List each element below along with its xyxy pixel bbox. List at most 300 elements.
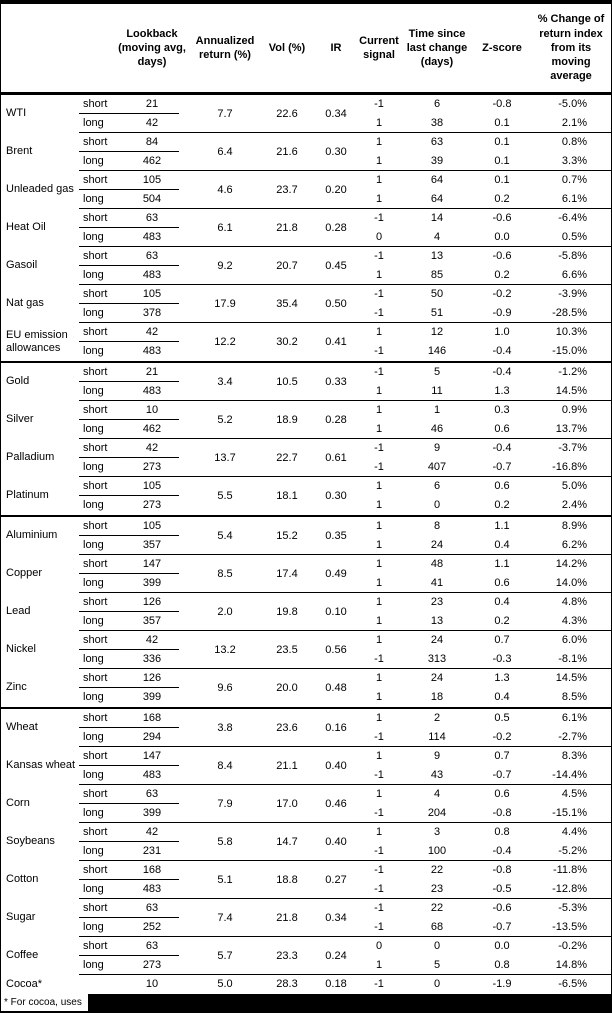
z-score-value: 1.0: [494, 326, 510, 338]
annualized-return-value: 6.1: [217, 221, 233, 234]
current-signal-value: -1: [374, 883, 384, 895]
lookback-value: 21: [145, 98, 159, 110]
time-since-change-value: 41: [430, 577, 444, 589]
lookback-value: 105: [142, 520, 162, 532]
commodity-name: Unleaded gas: [6, 183, 74, 196]
leg-label: long: [83, 807, 104, 819]
current-signal-value: 0: [375, 231, 383, 243]
commodity-block: [1, 747, 611, 785]
lookback-value: 336: [142, 653, 162, 665]
time-since-change-value: 13: [430, 250, 444, 262]
leg-label: short: [83, 288, 108, 300]
time-since-change-value: 24: [430, 539, 444, 551]
z-score-value: -0.7: [492, 769, 512, 781]
leg-label: short: [83, 864, 108, 876]
current-signal-value: -1: [374, 921, 384, 933]
commodity-block: [1, 899, 611, 937]
ir-value: 0.40: [325, 835, 347, 848]
vol-value: 22.7: [276, 451, 298, 464]
time-since-change-value: 313: [427, 653, 447, 665]
vol-value: 21.8: [276, 221, 298, 234]
pct-change-value: 14.0%: [555, 577, 587, 589]
pct-change-value: -8.1%: [558, 653, 587, 665]
vol-value: 18.8: [276, 873, 298, 886]
commodity-block: [1, 171, 611, 209]
current-signal-value: 1: [375, 539, 383, 551]
z-score-value: -0.4: [492, 366, 512, 378]
lookback-value: 147: [142, 750, 162, 762]
lookback-value: 105: [142, 174, 162, 186]
z-score-value: 0.2: [494, 615, 510, 627]
pct-change-value: 14.2%: [555, 558, 587, 570]
z-score-value: -0.9: [492, 307, 512, 319]
short-long-divider: [79, 649, 179, 650]
time-since-change-value: 18: [430, 691, 444, 703]
time-since-change-value: 38: [430, 117, 444, 129]
z-score-value: 0.4: [494, 691, 510, 703]
time-since-change-value: 5: [433, 959, 441, 971]
commodity-block: [1, 785, 611, 823]
current-signal-value: -1: [374, 307, 384, 319]
annualized-return-value: 12.2: [214, 335, 236, 348]
pct-change-value: 4.5%: [561, 788, 587, 800]
pct-change-value: -3.9%: [558, 288, 587, 300]
lookback-value: 168: [142, 712, 162, 724]
z-score-value: 1.3: [494, 385, 510, 397]
commodity-name: Wheat: [6, 721, 38, 734]
leg-label: long: [83, 653, 104, 665]
current-signal-value: 1: [375, 712, 383, 724]
pct-change-value: 4.4%: [561, 826, 587, 838]
z-score-value: 0.2: [494, 269, 510, 281]
leg-label: short: [83, 672, 108, 684]
commodity-name: Brent: [6, 145, 33, 158]
commodity-name: Nickel: [6, 643, 36, 656]
commodity-block: [1, 709, 611, 747]
commodity-name: Coffee: [6, 949, 39, 962]
vol-value: 28.3: [276, 978, 298, 990]
annualized-return-value: 9.2: [217, 259, 233, 272]
pct-change-value: -5.3%: [558, 902, 587, 914]
pct-change-value: 0.5%: [561, 231, 587, 243]
leg-label: short: [83, 326, 108, 338]
time-since-change-value: 64: [430, 174, 444, 186]
time-since-change-value: 4: [433, 231, 441, 243]
leg-label: short: [83, 826, 108, 838]
col-header-ir: IR: [330, 41, 342, 54]
current-signal-value: 1: [375, 423, 383, 435]
z-score-value: -0.6: [492, 212, 512, 224]
annualized-return-value: 5.2: [217, 413, 233, 426]
current-signal-value: 1: [375, 634, 383, 646]
current-signal-value: 1: [375, 136, 383, 148]
short-long-divider: [79, 303, 179, 304]
section-precious-metals: [1, 363, 611, 517]
short-long-divider: [79, 687, 179, 688]
commodity-name: Cotton: [6, 873, 39, 886]
current-signal-value: -1: [374, 461, 384, 473]
time-since-change-value: 24: [430, 672, 444, 684]
z-score-value: -0.8: [492, 98, 512, 110]
z-score-value: 1.3: [494, 672, 510, 684]
z-score-value: -0.5: [492, 883, 512, 895]
lookback-value: 483: [142, 231, 162, 243]
z-score-value: 0.6: [494, 788, 510, 800]
time-since-change-value: 1: [433, 404, 441, 416]
commodity-name: Gold: [6, 375, 30, 388]
time-since-change-value: 3: [433, 826, 441, 838]
lookback-value: 483: [142, 883, 162, 895]
ir-value: 0.27: [325, 873, 347, 886]
pct-change-value: -11.8%: [552, 864, 587, 876]
pct-change-value: 14.5%: [555, 385, 587, 397]
ir-value: 0.48: [325, 681, 347, 694]
time-since-change-value: 0: [433, 499, 441, 511]
z-score-value: 0.5: [494, 712, 510, 724]
vol-value: 35.4: [276, 297, 298, 310]
vol-value: 14.7: [276, 835, 298, 848]
vol-value: 17.4: [276, 567, 298, 580]
current-signal-value: -1: [374, 978, 384, 990]
ir-value: 0.34: [325, 107, 347, 120]
leg-label: short: [83, 480, 108, 492]
time-since-change-value: 2: [433, 712, 441, 724]
pct-change-value: -6.4%: [558, 212, 587, 224]
pct-change-value: 2.4%: [561, 499, 587, 511]
commodity-block: [1, 247, 611, 285]
leg-label: long: [83, 615, 104, 627]
lookback-value: 504: [142, 193, 162, 205]
lookback-value: 84: [145, 136, 159, 148]
time-since-change-value: 4: [433, 788, 441, 800]
vol-value: 17.0: [276, 797, 298, 810]
lookback-value: 42: [145, 117, 159, 129]
current-signal-value: -1: [374, 366, 384, 378]
time-since-change-value: 68: [430, 921, 444, 933]
z-score-value: -0.4: [492, 345, 512, 357]
time-since-change-value: 6: [433, 480, 441, 492]
lookback-value: 483: [142, 769, 162, 781]
pct-change-value: 6.2%: [561, 539, 587, 551]
short-long-divider: [79, 535, 179, 536]
short-long-divider: [79, 841, 179, 842]
pct-change-value: 13.7%: [555, 423, 587, 435]
section-energy: [1, 95, 611, 363]
time-since-change-value: 23: [430, 883, 444, 895]
current-signal-value: -1: [374, 731, 384, 743]
lookback-value: 63: [145, 250, 159, 262]
pct-change-value: -28.5%: [552, 307, 587, 319]
ir-value: 0.34: [325, 911, 347, 924]
commodity-name: Sugar: [6, 911, 36, 924]
lookback-value: 126: [142, 596, 162, 608]
time-since-change-value: 204: [427, 807, 447, 819]
current-signal-value: -1: [374, 807, 384, 819]
pct-change-value: -14.4%: [552, 769, 587, 781]
commodity-name: Gasoil: [6, 259, 38, 272]
vol-value: 21.8: [276, 911, 298, 924]
leg-label: short: [83, 98, 108, 110]
commodity-block: [1, 477, 611, 515]
ir-value: 0.45: [325, 259, 347, 272]
commodity-name: Kansas wheat: [6, 759, 76, 772]
leg-label: short: [83, 442, 108, 454]
annualized-return-value: 13.7: [214, 451, 236, 464]
annualized-return-value: 17.9: [214, 297, 236, 310]
lookback-value: 63: [145, 940, 159, 952]
lookback-value: 63: [145, 902, 159, 914]
leg-label: long: [83, 539, 104, 551]
short-long-divider: [79, 151, 179, 152]
commodity-block: [1, 517, 611, 555]
leg-label: [79, 975, 113, 994]
col-header-z-score: Z-score: [482, 41, 522, 54]
short-long-divider: [79, 381, 179, 382]
time-since-change-value: 8: [433, 520, 441, 532]
time-since-change-value: 114: [428, 731, 446, 743]
lookback-value: 357: [142, 615, 162, 627]
ir-value: 0.28: [325, 413, 347, 426]
z-score-value: 0.7: [494, 750, 510, 762]
z-score-value: -0.6: [492, 250, 512, 262]
z-score-value: -0.2: [492, 731, 512, 743]
ir-value: 0.18: [325, 978, 347, 990]
pct-change-value: 0.9%: [561, 404, 587, 416]
z-score-value: 0.7: [494, 634, 510, 646]
pct-change-value: 8.5%: [561, 691, 587, 703]
annualized-return-value: 7.9: [217, 797, 233, 810]
table-body: [1, 95, 611, 994]
time-since-change-value: 63: [430, 136, 444, 148]
leg-label: short: [83, 940, 108, 952]
time-since-change-value: 9: [433, 442, 441, 454]
z-score-value: -0.4: [492, 845, 512, 857]
commodity-block: [1, 555, 611, 593]
vol-value: 15.2: [276, 529, 298, 542]
pct-change-value: -2.7%: [558, 731, 587, 743]
current-signal-value: -1: [374, 902, 384, 914]
annualized-return-value: 3.8: [217, 721, 233, 734]
leg-label: long: [83, 461, 104, 473]
pct-change-value: 4.3%: [561, 615, 587, 627]
lookback-value: 252: [142, 921, 162, 933]
vol-value: 20.0: [276, 681, 298, 694]
pct-change-value: 2.1%: [561, 117, 587, 129]
commodity-block: [1, 323, 611, 361]
annualized-return-value: 7.4: [217, 911, 233, 924]
time-since-change-value: 46: [430, 423, 444, 435]
leg-label: short: [83, 788, 108, 800]
leg-label: short: [83, 404, 108, 416]
ir-value: 0.24: [325, 949, 347, 962]
current-signal-value: 1: [375, 404, 383, 416]
z-score-value: -0.7: [492, 921, 512, 933]
short-long-divider: [79, 765, 179, 766]
ir-value: 0.10: [325, 605, 347, 618]
vol-value: 23.3: [276, 949, 298, 962]
short-long-divider: [79, 189, 179, 190]
current-signal-value: 1: [375, 672, 383, 684]
lookback-value: 294: [142, 731, 162, 743]
lookback-value: 105: [142, 288, 162, 300]
lookback-value: 63: [145, 212, 159, 224]
annualized-return-value: 4.6: [217, 183, 233, 196]
current-signal-value: 1: [375, 750, 383, 762]
vol-value: 20.7: [276, 259, 298, 272]
short-long-divider: [79, 457, 179, 458]
z-score-value: 0.1: [494, 136, 510, 148]
leg-label: short: [83, 212, 108, 224]
lookback-value: 483: [142, 345, 162, 357]
z-score-value: 0.8: [494, 826, 510, 838]
pct-change-value: 10.3%: [555, 326, 587, 338]
time-since-change-value: 11: [431, 385, 443, 397]
vol-value: 22.6: [276, 107, 298, 120]
current-signal-value: 1: [375, 385, 383, 397]
lookback-value: 399: [142, 691, 162, 703]
z-score-value: 0.6: [494, 577, 510, 589]
footer-redaction-bar: [1, 994, 611, 1013]
commodity-name: Lead: [6, 605, 31, 618]
annualized-return-value: 5.8: [217, 835, 233, 848]
ir-value: 0.30: [325, 145, 347, 158]
leg-label: long: [83, 193, 104, 205]
leg-label: short: [83, 366, 108, 378]
vol-value: 23.6: [276, 721, 298, 734]
lookback-value: 42: [145, 634, 159, 646]
annualized-return-value: 9.6: [217, 681, 233, 694]
ir-value: 0.61: [325, 451, 347, 464]
z-score-value: -0.8: [492, 864, 512, 876]
time-since-change-value: 50: [430, 288, 444, 300]
leg-label: long: [83, 385, 104, 397]
annualized-return-value: 3.4: [217, 375, 233, 388]
z-score-value: 0.1: [494, 155, 510, 167]
pct-change-value: 6.6%: [561, 269, 587, 281]
current-signal-value: 1: [375, 499, 383, 511]
lookback-value: 483: [142, 269, 162, 281]
leg-label: long: [83, 499, 104, 511]
leg-label: long: [83, 231, 104, 243]
commodity-name: Aluminium: [6, 529, 58, 542]
short-long-divider: [79, 573, 179, 574]
time-since-change-value: 9: [433, 750, 441, 762]
z-score-value: 0.8: [494, 959, 510, 971]
current-signal-value: -1: [374, 653, 384, 665]
commodity-name: Nat gas: [6, 297, 44, 310]
lookback-value: 126: [142, 672, 162, 684]
vol-value: 21.6: [276, 145, 298, 158]
time-since-change-value: 51: [430, 307, 444, 319]
commodity-block: [1, 823, 611, 861]
vol-value: 18.1: [276, 489, 298, 502]
lookback-value: 10: [145, 978, 159, 990]
short-long-divider: [79, 879, 179, 880]
z-score-value: 0.2: [494, 193, 510, 205]
ir-value: 0.40: [325, 759, 347, 772]
leg-label: long: [83, 731, 104, 743]
lookback-value: 483: [142, 385, 162, 397]
pct-change-value: -5.0%: [558, 98, 587, 110]
leg-label: long: [83, 155, 104, 167]
pct-change-value: 0.7%: [561, 174, 587, 186]
leg-label: short: [83, 750, 108, 762]
pct-change-value: 8.9%: [561, 520, 587, 532]
current-signal-value: 1: [375, 558, 383, 570]
lookback-value: 147: [142, 558, 162, 570]
leg-label: long: [83, 959, 104, 971]
short-long-divider: [79, 265, 179, 266]
commodity-name: Soybeans: [6, 835, 55, 848]
annualized-return-value: 5.5: [217, 489, 233, 502]
leg-label: long: [83, 691, 104, 703]
pct-change-value: -5.2%: [558, 845, 587, 857]
z-score-value: -0.8: [492, 807, 512, 819]
current-signal-value: 1: [375, 155, 383, 167]
commodity-name: Zinc: [6, 681, 27, 694]
current-signal-value: 1: [375, 577, 383, 589]
leg-label: short: [83, 902, 108, 914]
vol-value: 30.2: [276, 335, 298, 348]
z-score-value: 0.1: [494, 117, 510, 129]
time-since-change-value: 43: [430, 769, 444, 781]
commodity-block: [1, 209, 611, 247]
section-base-metals: [1, 517, 611, 709]
commodity-block: [1, 937, 611, 975]
pct-change-value: -0.2%: [558, 940, 587, 952]
current-signal-value: 1: [375, 520, 383, 532]
leg-label: short: [83, 712, 108, 724]
commodity-name: Heat Oil: [6, 221, 46, 234]
vol-value: 18.9: [276, 413, 298, 426]
leg-label: long: [83, 117, 104, 129]
pct-change-value: -12.8%: [552, 883, 587, 895]
current-signal-value: 1: [375, 117, 383, 129]
leg-label: long: [83, 423, 104, 435]
commodity-block: [1, 631, 611, 669]
lookback-value: 168: [142, 864, 162, 876]
time-since-change-value: 85: [430, 269, 444, 281]
pct-change-value: 6.0%: [561, 634, 587, 646]
pct-change-value: -6.5%: [558, 978, 587, 990]
commodity-block: [1, 439, 611, 477]
time-since-change-value: 12: [430, 326, 444, 338]
col-header-time-since: Time since last change (days): [406, 27, 468, 69]
annualized-return-value: 5.1: [217, 873, 233, 886]
z-score-value: -0.4: [492, 442, 512, 454]
time-since-change-value: 22: [430, 902, 444, 914]
vol-value: 21.1: [276, 759, 298, 772]
section-agriculture: [1, 709, 611, 994]
z-score-value: 0.2: [494, 499, 510, 511]
commodity-block: [1, 133, 611, 171]
current-signal-value: 1: [375, 596, 383, 608]
current-signal-value: 1: [375, 480, 383, 492]
current-signal-value: 1: [375, 959, 383, 971]
col-header-annualized-return: Annualized return (%): [195, 34, 255, 61]
leg-label: short: [83, 136, 108, 148]
time-since-change-value: 146: [427, 345, 447, 357]
lookback-value: 42: [145, 826, 159, 838]
z-score-value: 0.4: [494, 596, 510, 608]
current-signal-value: 1: [375, 269, 383, 281]
pct-change-value: -1.2%: [558, 366, 587, 378]
commodity-name: EU emission allowances: [6, 328, 68, 354]
current-signal-value: 1: [375, 691, 383, 703]
ir-value: 0.16: [325, 721, 347, 734]
z-score-value: 0.3: [494, 404, 510, 416]
z-score-value: -0.3: [492, 653, 512, 665]
